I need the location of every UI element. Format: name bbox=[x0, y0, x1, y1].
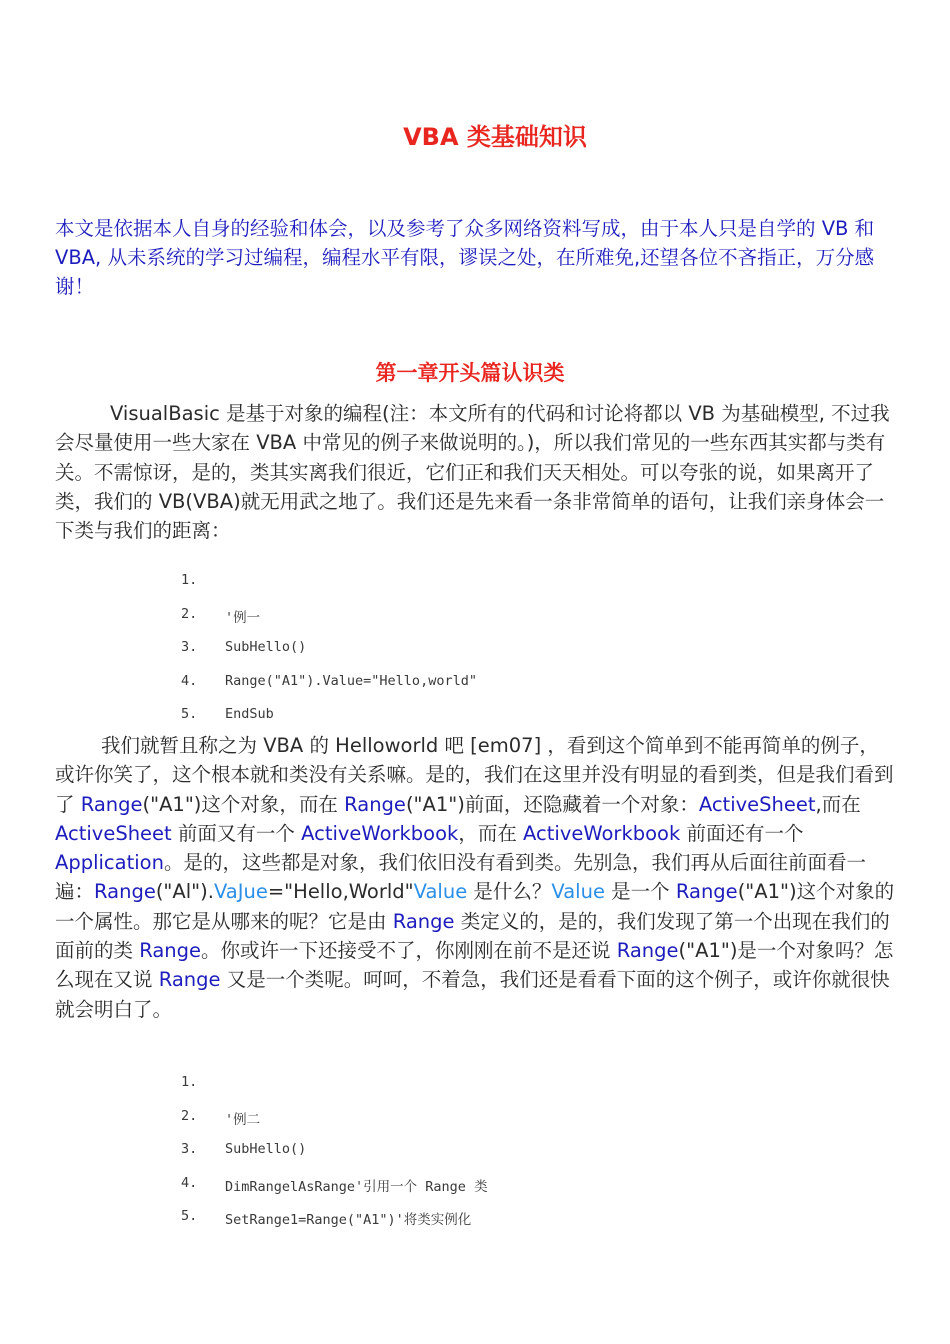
line-number: 1. bbox=[181, 1074, 198, 1090]
line-number: 3. bbox=[181, 1141, 198, 1157]
text-run: ("A1")这个对象，而在 bbox=[142, 792, 345, 816]
line-number: 4. bbox=[181, 1174, 198, 1191]
code-line bbox=[0, 1175, 950, 1209]
code-line bbox=[0, 1074, 950, 1108]
keyword-range: Range bbox=[80, 792, 143, 816]
keyword-value: VaJue bbox=[213, 880, 268, 904]
text-run: 。是的，这些都是对象，我们依旧没有看到类。先别急，我们再从后面往前面看一遍： bbox=[55, 851, 866, 904]
keyword-range: Range bbox=[616, 939, 679, 963]
document-title: VBA 类基础知识 bbox=[403, 123, 587, 151]
keyword-activeworkbook: ActiveWorkbook bbox=[301, 821, 459, 845]
line-number: 5. bbox=[181, 1208, 198, 1224]
keyword-activesheet: ActiveSheet bbox=[55, 821, 172, 845]
code-text: SetRange1=Range("A1")'将类实例化 bbox=[225, 1212, 472, 1228]
code-line bbox=[0, 1141, 950, 1175]
code-text: EndSub bbox=[225, 706, 274, 722]
line-number: 2. bbox=[181, 1107, 198, 1124]
code-line bbox=[0, 673, 950, 707]
text-run: ("A1")前面，还隐藏着一个对象： bbox=[405, 792, 699, 816]
code-text: '例一 bbox=[225, 609, 261, 626]
text-run: 。你或许一下还接受不了，你刚刚在前不是还说 bbox=[201, 939, 617, 963]
text-run: 是一个 bbox=[604, 880, 676, 904]
code-text: SubHello() bbox=[225, 1141, 307, 1157]
text-run: 类定义的，是的，我们发现了第一个出现在我们的面前的类 bbox=[55, 909, 890, 963]
line-number: 2. bbox=[181, 605, 198, 622]
line-number: 1. bbox=[181, 572, 198, 588]
keyword-range: Range bbox=[139, 939, 202, 963]
chapter-title: 第一章开头篇认识类 bbox=[375, 361, 565, 385]
text-run: ="Hello,World" bbox=[267, 880, 414, 904]
keyword-application: Application bbox=[55, 851, 164, 875]
text-run: ，而在 bbox=[458, 821, 524, 845]
keyword-range: Range bbox=[158, 968, 221, 992]
line-number: 4. bbox=[181, 672, 198, 689]
code-line bbox=[0, 1208, 950, 1242]
keyword-activeworkbook: ActiveWorkbook bbox=[523, 821, 681, 845]
line-number: 3. bbox=[181, 639, 198, 655]
keyword-range: Range bbox=[344, 792, 406, 816]
code-text: SubHello() bbox=[225, 639, 307, 655]
keyword-value: Value bbox=[551, 880, 605, 904]
text-run: ("A1")是一个对象吗？怎么现在又说 bbox=[55, 939, 894, 992]
code-line bbox=[0, 606, 950, 640]
code-text: DimRangelAsRange'引用一个 Range 类 bbox=[225, 1178, 488, 1195]
code-line bbox=[0, 1108, 950, 1142]
line-number: 5. bbox=[181, 706, 198, 722]
code-line bbox=[0, 639, 950, 673]
code-text: Range("A1").Value="Hello,world" bbox=[225, 672, 477, 689]
intro-paragraph: 本文是依据本人自身的经验和体会，以及参考了众多网络资料写成，由于本人只是自学的 VB 和 VBA, 从未系统的学习过编程，编程水平有限，谬误之处，在所难免,还望各位不吝指正，万分感谢！ bbox=[55, 217, 875, 298]
text-run: 又是一个类呢。呵呵，不着急，我们还是看看下面的这个例子，或许你就很快就会明白了。 bbox=[55, 968, 890, 1021]
text-run: 前面还有一个 bbox=[680, 821, 804, 845]
chapter-paragraph-1-text: VisualBasic 是基于对象的编程(注：本文所有的代码和讨论将都以 VB 为基础模型, 不过我会尽量使用一些大家在 VBA 中常见的例子来做说明的。)，所以我们常见的一些东西其实都与类有关。不需惊讶，是的，类其实离我们很近，它们正和我们天天相处。可以夸张的说，如果离开了类，我们的 VB(VBA)就无用武之地了。我们还是先来看一条非常简单的语句，让我们亲身体会一下类与我们的距离： bbox=[55, 402, 890, 543]
keyword-range: Range bbox=[392, 909, 455, 933]
keyword-activesheet: ActiveSheet bbox=[698, 792, 816, 816]
text-run: 前面又有一个 bbox=[171, 821, 302, 845]
code-line bbox=[0, 572, 950, 606]
chapter-paragraph-1 bbox=[55, 399, 895, 545]
chapter-paragraph-2 bbox=[55, 731, 895, 1024]
text-run: ("Al"). bbox=[155, 880, 214, 904]
keyword-value: Value bbox=[413, 880, 468, 904]
code-text: '例二 bbox=[225, 1111, 261, 1128]
keyword-range: Range bbox=[675, 880, 738, 904]
text-run: ("A1")这个对象的一个属性。那它是从哪来的呢？它是由 bbox=[55, 880, 895, 933]
keyword-range: Range bbox=[94, 880, 156, 904]
text-run: 我们就暂且称之为 VBA 的 Helloworld 吧 [em07] ，看到这个简单到不能再简单的例子，或许你笑了，这个根本就和类没有关系嘛。是的，我们在这里并没有明显的看到类，但是我们看到了 bbox=[55, 734, 894, 816]
text-run: ,而在 bbox=[815, 792, 861, 816]
code-block-example-1 bbox=[0, 572, 950, 740]
code-block-example-2 bbox=[0, 1074, 950, 1242]
text-run: 是什么？ bbox=[467, 880, 552, 904]
